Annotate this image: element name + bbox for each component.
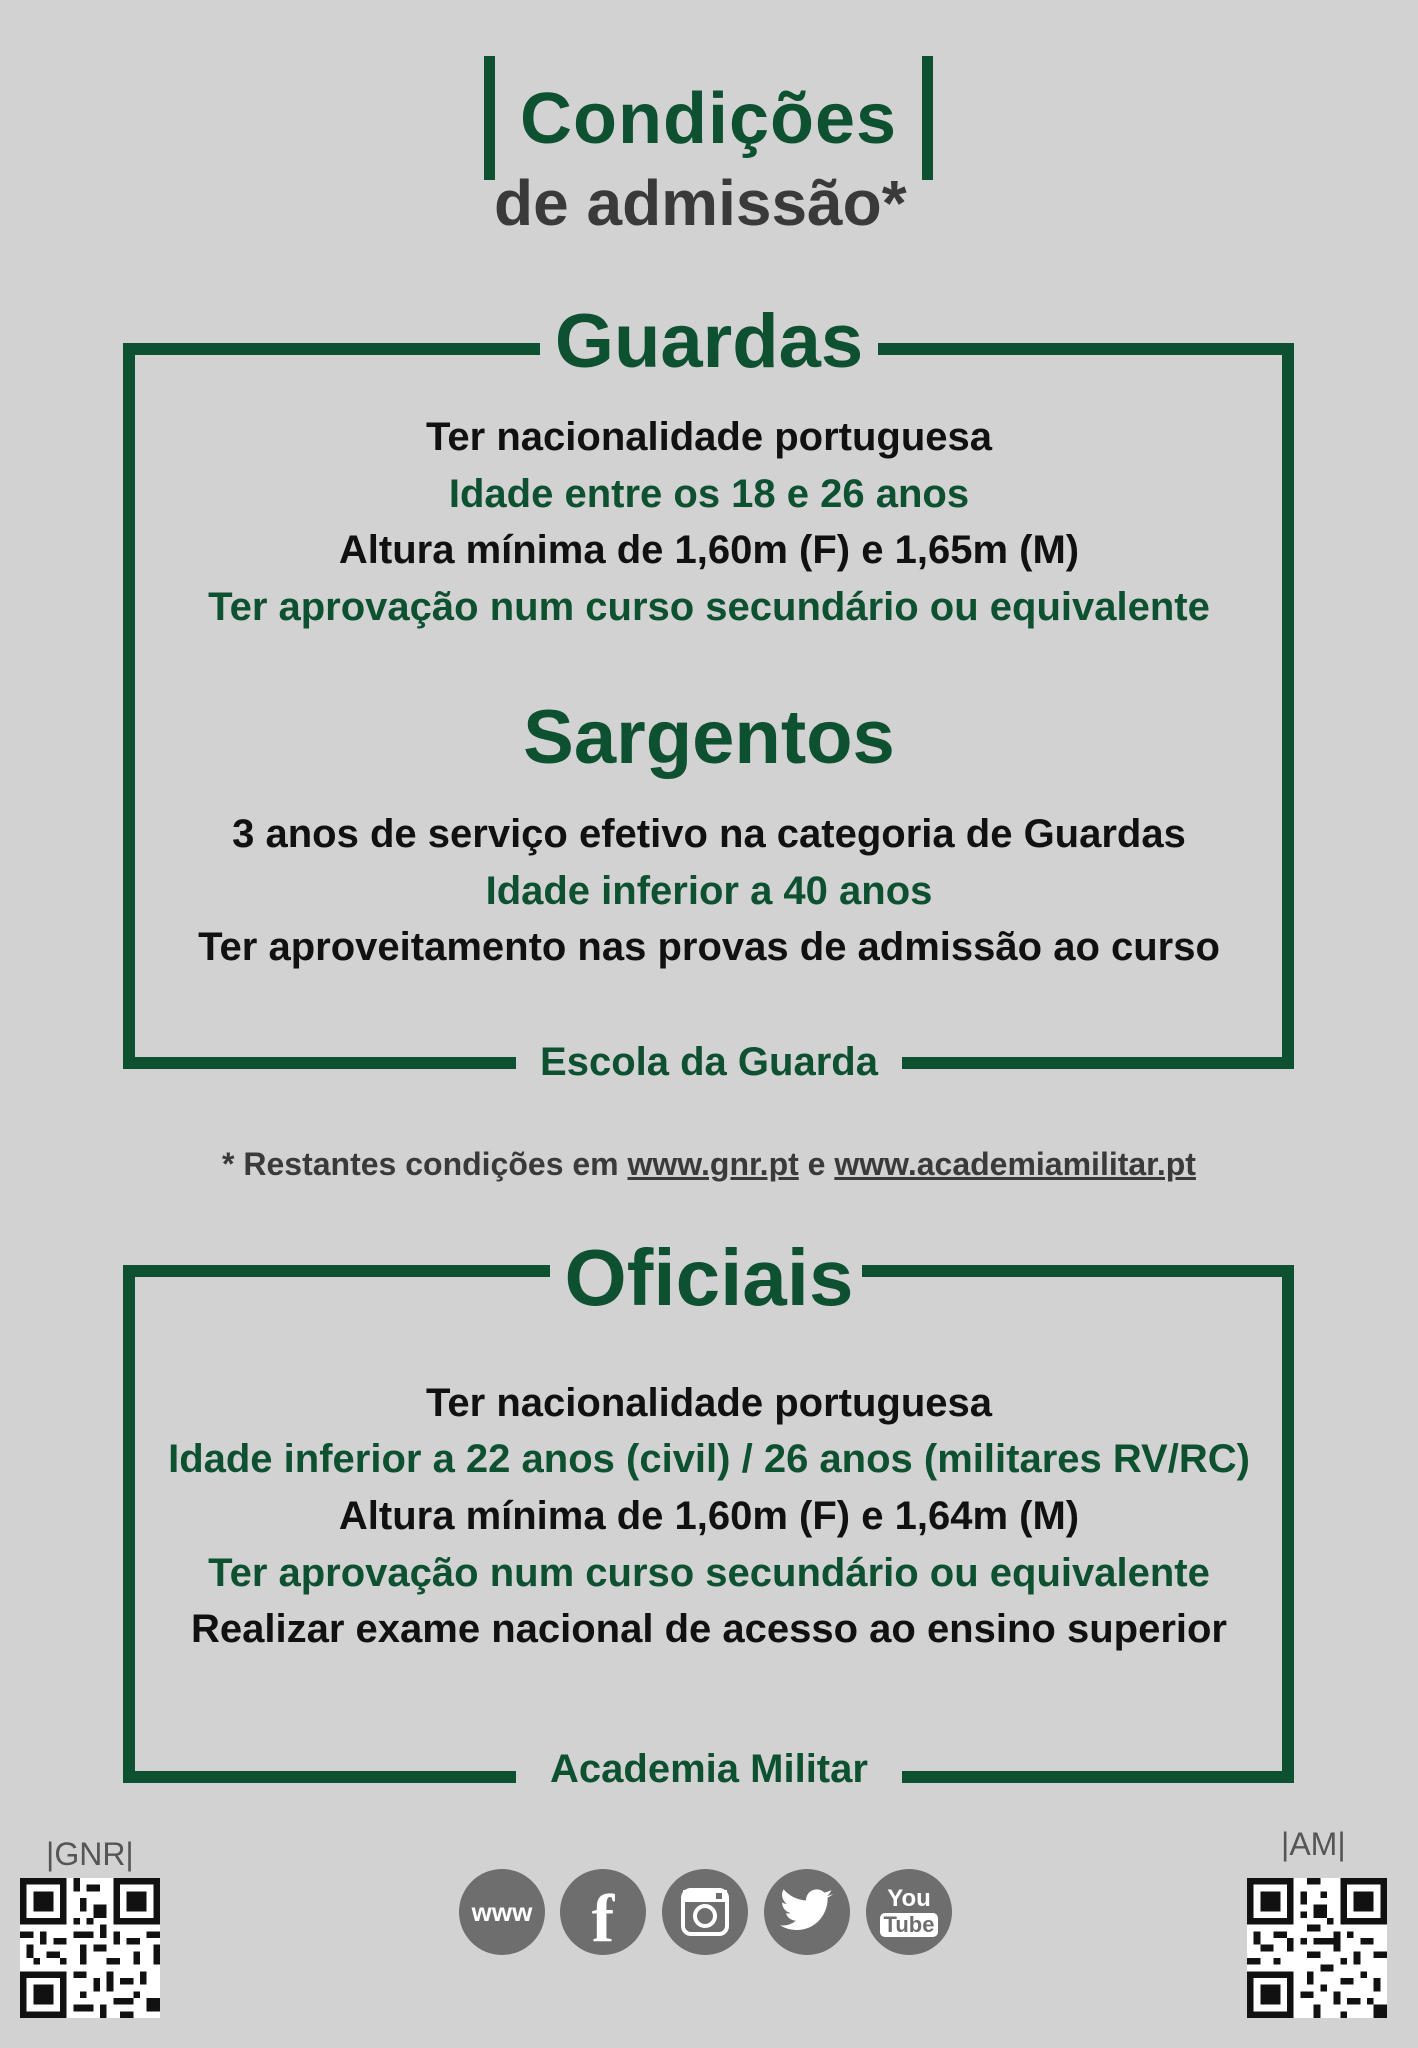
youtube-label-top: You xyxy=(887,1885,931,1912)
camera-glyph xyxy=(680,1887,730,1937)
title-bracket-right xyxy=(922,56,933,180)
academia-militar-link[interactable]: www.academiamilitar.pt xyxy=(834,1146,1196,1182)
guardas-heading: Guardas xyxy=(554,299,864,384)
am-qr-code[interactable] xyxy=(1247,1878,1387,2018)
oficiais-item: Realizar exame nacional de acesso ao ensino superior xyxy=(191,1607,1227,1651)
footnote xyxy=(0,1146,1418,1183)
gnr-qr-code[interactable] xyxy=(20,1878,160,2018)
sargentos-item: Ter aproveitamento nas provas de admissão ao curso xyxy=(198,925,1220,969)
page-title: Condições xyxy=(520,79,898,159)
bird-glyph xyxy=(779,1888,835,1936)
www-label: www xyxy=(471,1896,533,1927)
facebook-label: f xyxy=(591,1879,615,1956)
footnote-middle: e xyxy=(798,1146,835,1182)
escola-da-guarda-label: Escola da Guarda xyxy=(540,1040,878,1084)
instagram-icon[interactable] xyxy=(662,1869,748,1955)
youtube-label-bottom: Tube xyxy=(880,1913,939,1937)
page-subtitle: de admissão* xyxy=(494,167,907,239)
am-qr-label: |AM| xyxy=(1281,1826,1346,1862)
gnr-qr-label: |GNR| xyxy=(46,1836,134,1872)
sargentos-item: 3 anos de serviço efetivo na categoria de Guardas xyxy=(232,812,1186,856)
footnote-prefix: * Restantes condições em xyxy=(222,1146,628,1182)
title-bracket-left xyxy=(484,56,495,180)
oficiais-item: Ter nacionalidade portuguesa xyxy=(425,1381,993,1425)
gnr-link[interactable]: www.gnr.pt xyxy=(627,1146,799,1182)
youtube-icon[interactable] xyxy=(866,1869,952,1955)
guardas-item: Ter aprovação num curso secundário ou equivalente xyxy=(208,585,1210,629)
twitter-icon[interactable] xyxy=(764,1869,850,1955)
sargentos-item: Idade inferior a 40 anos xyxy=(485,869,933,913)
oficiais-item: Idade inferior a 22 anos (civil) / 26 anos (militares RV/RC) xyxy=(168,1437,1250,1481)
facebook-icon[interactable] xyxy=(560,1869,646,1955)
www-icon[interactable] xyxy=(459,1869,545,1955)
oficiais-heading: Oficiais xyxy=(564,1233,854,1322)
oficiais-item: Ter aprovação num curso secundário ou equivalente xyxy=(208,1551,1210,1595)
guardas-item: Altura mínima de 1,60m (F) e 1,65m (M) xyxy=(338,528,1080,572)
oficiais-item: Altura mínima de 1,60m (F) e 1,64m (M) xyxy=(338,1494,1080,1538)
guardas-item: Idade entre os 18 e 26 anos xyxy=(448,472,970,516)
academia-militar-label: Academia Militar xyxy=(550,1747,868,1791)
sargentos-heading: Sargentos xyxy=(523,695,895,780)
guardas-item: Ter nacionalidade portuguesa xyxy=(425,415,993,459)
